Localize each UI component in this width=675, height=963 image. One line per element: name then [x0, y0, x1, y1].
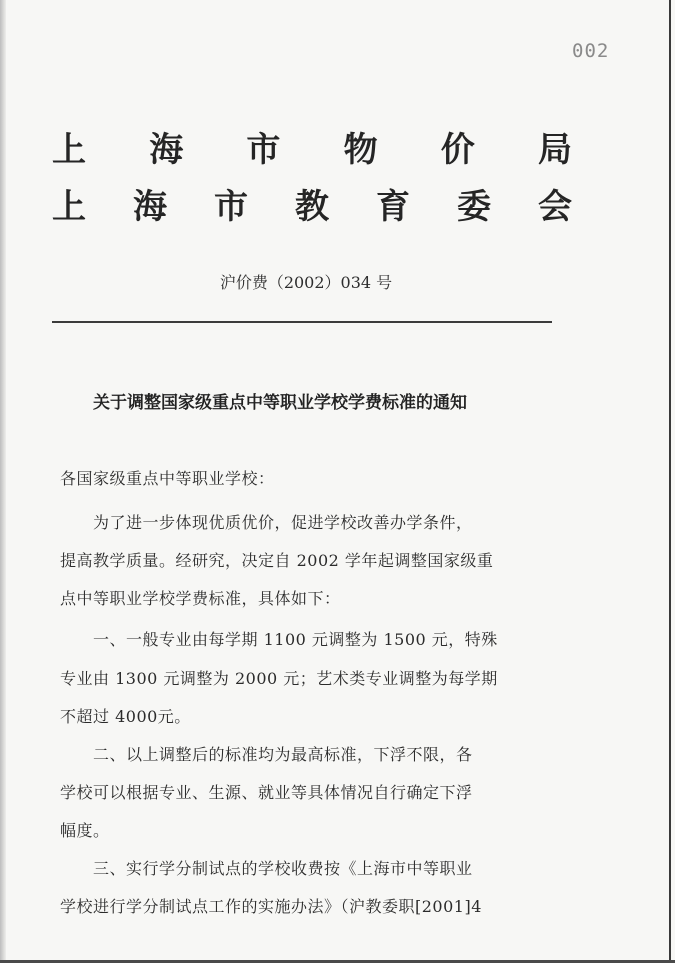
binding-edge [0, 0, 6, 963]
body-line: 提高教学质量。经研究，决定自 2002 学年起调整国家级重 [60, 551, 494, 570]
issuer-char: 海 [149, 130, 184, 170]
issuer-char: 育 [376, 187, 410, 227]
body-line: 点中等职业学校学费标准，具体如下： [60, 589, 341, 608]
issuer-char: 物 [343, 130, 378, 170]
notice-title: 关于调整国家级重点中等职业学校学费标准的通知 [93, 393, 467, 413]
document-number: 沪价费（2002）034 号 [219, 273, 393, 292]
body-line: 二、以上调整后的标准均为最高标准，下浮不限，各 [60, 745, 473, 764]
page-right-edge [669, 0, 671, 963]
issuer-char: 海 [133, 187, 167, 227]
issuer-char: 教 [295, 187, 329, 227]
issuer-char: 上 [52, 130, 86, 170]
issuer-education-commission [52, 179, 572, 228]
issuer-char: 市 [246, 130, 281, 170]
header-divider [52, 321, 552, 323]
body-line: 不超过 4000元。 [60, 707, 191, 726]
issuer-char: 局 [537, 130, 572, 170]
issuer-char: 市 [214, 187, 248, 227]
body-line: 为了进一步体现优质优价，促进学校改善办学条件， [60, 513, 473, 532]
issuer-char: 委 [457, 187, 491, 227]
issuer-char: 价 [440, 130, 475, 170]
issuer-char: 上 [52, 187, 86, 227]
page-number: 002 [572, 40, 610, 62]
body-line: 专业由 1300 元调整为 2000 元；艺术类专业调整为每学期 [60, 669, 498, 688]
body-line: 一、一般专业由每学期 1100 元调整为 1500 元，特殊 [60, 630, 498, 649]
body-line: 学校可以根据专业、生源、就业等具体情况自行确定下浮 [60, 783, 473, 802]
body-line: 幅度。 [60, 821, 110, 840]
issuer-price-bureau [52, 122, 572, 171]
issuer-char: 会 [538, 187, 572, 227]
salutation: 各国家级重点中等职业学校： [60, 469, 275, 488]
body-line: 学校进行学分制试点工作的实施办法》（沪教委职[2001]4 [60, 897, 482, 916]
body-line: 三、实行学分制试点的学校收费按《上海市中等职业 [60, 859, 473, 878]
